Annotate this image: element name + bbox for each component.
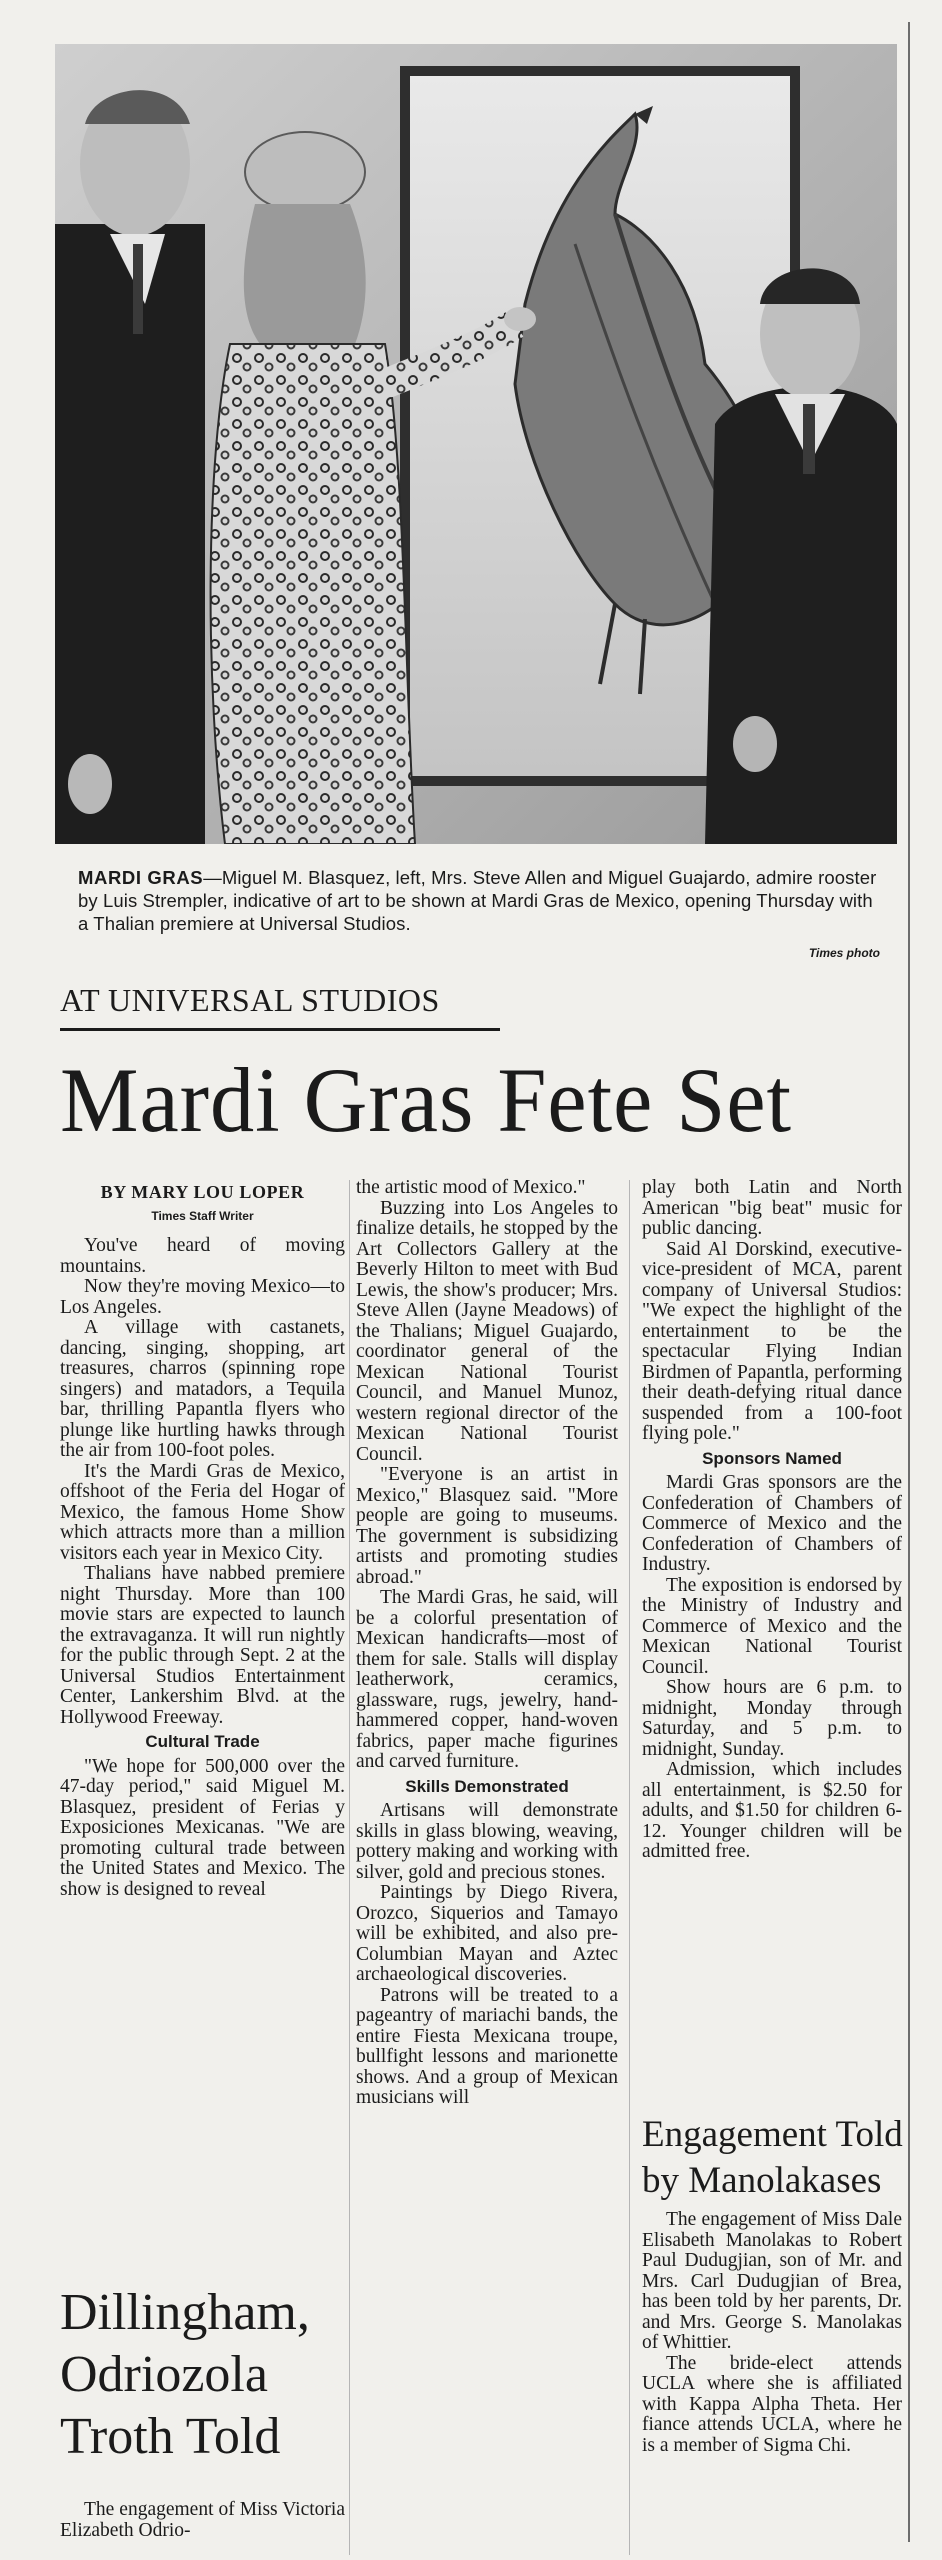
kicker-heading: AT UNIVERSAL STUDIOS	[60, 982, 440, 1018]
caption-lead: MARDI GRAS	[78, 867, 204, 888]
news-photo	[55, 44, 897, 844]
paragraph: Mardi Gras sponsors are the Confederation of Chambers of Commerce of Mexico and the Confederation of Chambers of Industry.	[642, 1472, 902, 1575]
dillingham-body	[60, 2500, 345, 2541]
paragraph: You've heard of moving mountains.	[60, 1235, 345, 1277]
caption-text: —Miguel M. Blasquez, left, Mrs. Steve Allen and Miguel Guajardo, admire rooster by Luis Strempler, indicative of art to be shown at Mardi Gras de Mexico, opening Thursday with a Thalian premiere at Universal Studios.	[78, 867, 877, 934]
paragraph: The bride-elect attends UCLA where she is affiliated with Kappa Alpha Theta. Her fiance attends UCLA, where he is a member of Sigma Chi.	[642, 2352, 902, 2456]
paragraph: The engagement of Miss Dale Elisabeth Manolakas to Robert Paul Dudugjian, son of Mr. and Mrs. Carl Dudugjian of Brea, has been told by her parents, Dr. and Mrs. George S. Manolakas of Whittier.	[642, 2209, 902, 2353]
paragraph: Thalians have nabbed premiere night Thursday. More than 100 movie stars are expected to launch the extravaganza. It will run nightly for the public through Sept. 2 at the Universal Studios Entertainment Center, Lankershim Blvd. at the Hollywood Freeway.	[60, 1563, 345, 1728]
paragraph: Said Al Dorskind, executive-vice-president of MCA, parent company of Universal Studios: "We expect the highlight of the entertainment to be the spectacular Flying Indian Birdmen of Papantla, performing their death-defying ritual dance suspended from a 100-foot flying pole."	[642, 1238, 902, 1444]
paragraph: the artistic mood of Mexico."	[356, 1177, 586, 1198]
article-column-3	[642, 1178, 902, 1863]
paragraph: Show hours are 6 p.m. to midnight, Monday through Saturday, and 5 p.m. to midnight, Sunday.	[642, 1677, 902, 1760]
paragraph: The engagement of Miss Victoria Elizabeth Odrio-	[60, 2499, 345, 2541]
dillingham-headline: Dillingham, Odriozola Troth Told	[60, 2284, 310, 2465]
byline-title: Times Staff Writer	[151, 1208, 254, 1223]
paragraph: Admission, which includes all entertainment, is $2.50 for adults, and $1.50 for children 6-12. Younger children will be admitted free.	[642, 1759, 902, 1862]
article-column-1	[60, 1178, 345, 1900]
article-column-2	[356, 1178, 618, 2109]
paragraph: Paintings by Diego Rivera, Orozco, Siquerios and Tamayo will be exhibited, and also pre-Columbian Mayan and Aztec archaeological discoveries.	[356, 1882, 618, 1985]
paragraph: The Mardi Gras, he said, will be a colorful presentation of Mexican handicrafts—most of them for sale. Stalls will display leatherwork, ceramics, glassware, rugs, jewelry, hand-hammered copper, hand-woven fabrics, paper mache figurines and carved furniture.	[356, 1587, 618, 1772]
engagement-body	[642, 2210, 902, 2456]
photo-caption	[78, 866, 883, 935]
paragraph: A village with castanets, dancing, singing, shopping, art treasures, charros (spinning rope singers) and matadors, a Tequila bar, thrilling Papantla flyers who plunge like hurtling hawks through the air from 100-foot poles.	[60, 1317, 345, 1461]
kicker-rule	[60, 1028, 500, 1031]
column-divider	[629, 1180, 630, 2555]
paragraph: "Everyone is an artist in Mexico," Blasquez said. "More people are going to museums. The government is subsidizing artists and promoting studies abroad."	[356, 1464, 618, 1588]
byline: BY MARY LOU LOPER	[100, 1182, 305, 1202]
engagement-headline: Engagement Told by Manolakases	[642, 2114, 903, 2201]
paragraph: Patrons will be treated to a pageantry of mariachi bands, the entire Fiesta Mexicana troupe, bullfight lessons and marionette shows. And a group of Mexican musicians will	[356, 1984, 618, 2108]
main-headline: Mardi Gras Fete Set	[60, 1049, 793, 1151]
photo-credit: Times photo	[808, 946, 880, 960]
paragraph: Now they're moving Mexico—to Los Angeles.	[60, 1276, 345, 1318]
subheading-cultural-trade: Cultural Trade	[145, 1732, 260, 1751]
subheading-sponsors: Sponsors Named	[702, 1448, 842, 1468]
paragraph: "We hope for 500,000 over the 47-day period," said Miguel M. Blasquez, president of Ferias y Exposiciones Mexicanas. "We are promoting cultural trade between the United States and Mexico. The show is designed to reveal	[60, 1755, 345, 1900]
paragraph: play both Latin and North American "big beat" music for public dancing.	[642, 1177, 902, 1239]
subheading-skills: Skills Demonstrated	[405, 1776, 569, 1796]
page-edge-rule	[908, 22, 910, 2542]
paragraph: Artisans will demonstrate skills in glass blowing, weaving, pottery making and working with silver, gold and precious stones.	[356, 1800, 618, 1883]
paragraph: Buzzing into Los Angeles to finalize details, he stopped by the Art Collectors Gallery at the Beverly Hilton to meet with Bud Lewis, the show's producer; Mrs. Steve Allen (Jayne Meadows) of the Thalians; Miguel Guajardo, coordinator general of the Mexican National Tourist Council, and Manuel Munoz, western regional director of the Mexican National Tourist Council.	[356, 1197, 618, 1465]
paragraph: It's the Mardi Gras de Mexico, offshoot of the Feria del Hogar of Mexico, the famous Home Show which attracts more than a million visitors each year in Mexico City.	[60, 1460, 345, 1564]
photo-illustration	[55, 44, 897, 844]
paragraph: The exposition is endorsed by the Ministry of Industry and Commerce of Mexico and the Mexican National Tourist Council.	[642, 1574, 902, 1678]
